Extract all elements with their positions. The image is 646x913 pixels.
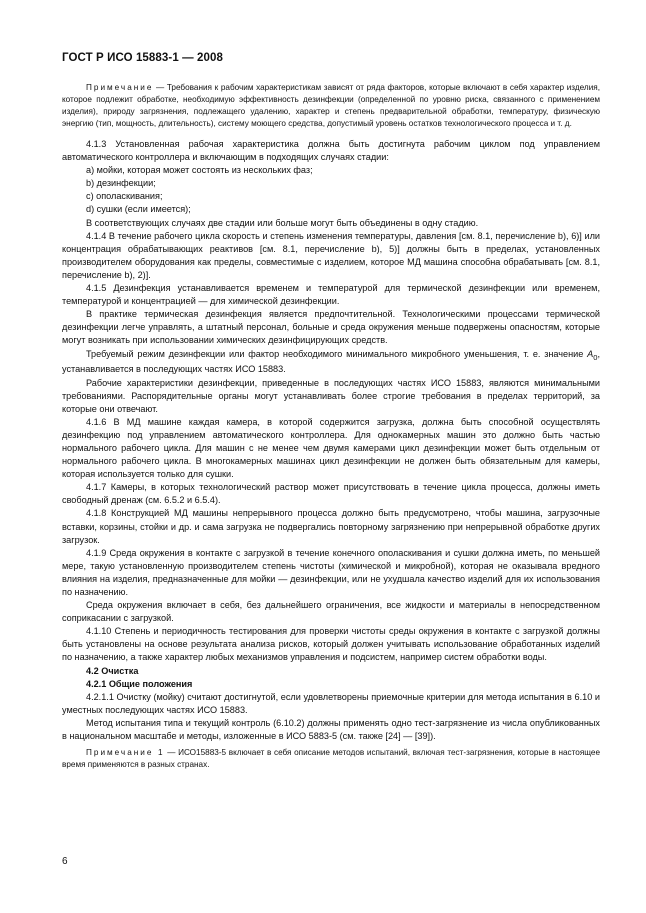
- paragraph-4-1-5: 4.1.5 Дезинфекция устанавливается временем и температурой для термической дезинфекции или временем, температурой и концентрацией — для химической дезинфекции.: [62, 283, 600, 307]
- note-intro-text: — Требования к рабочим характеристикам зависят от ряда факторов, которые включают в себя характер изделия, которое подлежит обработке, необходимую эффективность дезинфекции (определенной по уровню риска, связанного с применением изделия), природу загрязнения, подлежащего удалению, характер и степень предварительной обработки, температуру, физическую энергию (тип, мощность, длительность), систему моющего средства, допустимый уровень остатков технологического процесса и т. д.: [62, 83, 600, 128]
- paragraph-4-1-7: 4.1.7 Камеры, в которых технологический раствор может присутствовать в течение цикла процесса, должны иметь свободный дренаж (см. 6.5.2 и 6.5.4).: [62, 482, 600, 506]
- paragraph-4-2-1-1: 4.2.1.1 Очистку (мойку) считают достигнутой, если удовлетворены приемочные критерии для метода испытания в 6.10 и уместных последующих частях ИСО 15883.: [62, 691, 600, 715]
- paragraph-4-1-5-c-pre: Требуемый режим дезинфекции или фактор необходимого минимального микробного уменьшения, т. е. значение: [86, 348, 588, 359]
- list-item-a: a) мойки, которая может состоять из нескольких фаз;: [86, 165, 313, 176]
- paragraph-4-1-3: 4.1.3 Установленная рабочая характеристика должна быть достигнута рабочим циклом под управлением автоматического контроллера и включающим в подходящих случаях стадии:: [62, 139, 600, 163]
- paragraph-4-1-3-tail: В соответствующих случаях две стадии или больше могут быть объединены в одну стадию.: [86, 217, 479, 228]
- paragraph-4-1-9-b: Среда окружения включает в себя, без дальнейшего ограничения, все жидкости и материалы в непосредственном соприкасании с загрузкой.: [62, 600, 600, 624]
- paragraph-4-1-5-b: В практике термическая дезинфекция является предпочтительной. Технологическими процессами термической дезинфекции легче управлять, а штатный персонал, больные и среда окружения меньше подвержены опасностям, которые могут возникать при использовании химических дезинфицирующих средств.: [62, 309, 600, 346]
- note-1-text: — ИСО15883-5 включает в себя описание методов испытаний, включая тест-загрязнения, которые в настоящее время применяются в разных странах.: [62, 748, 601, 770]
- heading-4-2: 4.2 Очистка: [86, 665, 139, 676]
- note-1-label: Примечание 1: [86, 748, 165, 758]
- paragraph-4-1-6: 4.1.6 В МД машине каждая камера, в которой содержится загрузка, должна быть способной осуществлять дезинфекцию под управлением автоматического контроллера. Для однокамерных машин это должно быть частью нормального рабочего цикла. Для машин с не менее чем двумя камерами цикл дезинфекции может быть отдельным от нормального рабочего цикла. В многокамерных машинах цикл дезинфекции не должен быть обязательным для камеры, которая используется только для сушки.: [62, 416, 600, 480]
- a0-subscript: 0: [593, 352, 598, 362]
- note-intro-label: Примечание: [86, 83, 154, 92]
- paragraph-4-1-5-c: [62, 348, 600, 377]
- note-1: [62, 747, 600, 771]
- document-body: [62, 82, 600, 771]
- document-header: ГОСТ Р ИСО 15883-1 — 2008: [62, 52, 224, 64]
- list-item-d: d) сушки (если имеется);: [86, 204, 191, 215]
- list-item-b: b) дезинфекции;: [86, 178, 156, 189]
- paragraph-4-1-4: 4.1.4 В течение рабочего цикла скорость и степень изменения температуры, давления [см. 8.1, перечисление b), 6)] или концентрация обрабатывающих реактивов [см. 8.1, перечисление b), 5)] должны быть в пределах, установленных производителем оборудования как пределы, совместимые с изделием, которое МД машина способна обрабатывать [см. 8.1, перечисление b), 2)].: [62, 230, 600, 280]
- note-intro: [62, 82, 600, 130]
- page-number: 6: [62, 856, 68, 867]
- a0-symbol: A: [587, 348, 594, 359]
- paragraph-4-2-1-1-b: Метод испытания типа и текущий контроль (6.10.2) должны применять одно тест-загрязнение из числа опубликованных в национальном масштабе и методы, изложенные в ИСО 5883-5 (см. также [24] — [39]).: [62, 717, 600, 742]
- paragraph-4-1-5-d: Рабочие характеристики дезинфекции, приведенные в последующих частях ИСО 15883, являются минимальными требованиями. Распорядительные органы могут устанавливать более строгие требования в пределах территорий, за которые они отвечают.: [62, 377, 600, 414]
- paragraph-4-1-8: 4.1.8 Конструкцией МД машины непрерывного процесса должно быть предусмотрено, чтобы машина, загрузочные вставки, корзины, стойки и др. и сама загрузка не подвергались повторному загрязнению при непрерывной обработке других загрузок.: [62, 508, 600, 545]
- list-item-c: c) ополаскивания;: [86, 191, 163, 202]
- paragraph-4-1-5-c-post: , устанавливается в последующих частях ИСО 15883.: [62, 348, 600, 375]
- heading-4-2-1: 4.2.1 Общие положения: [86, 678, 193, 689]
- paragraph-4-1-9: 4.1.9 Среда окружения в контакте с загрузкой в течение конечного ополаскивания и сушки должна иметь, по меньшей мере, такую установленную производителем степень чистоты (химической и микробной), которая не оказывала вредного влияния на изделия, предназначенные для мойки — дезинфекции, или не ухудшала качество изделий для их использования по назначению.: [62, 547, 600, 598]
- paragraph-4-1-10: 4.1.10 Степень и периодичность тестирования для проверки чистоты среды окружения в контакте с загрузкой должны быть установлены на основе результата анализа рисков, который должен учитывать использование обработанных изделий по назначению, а также характер любых механизмов управления и подсистем, например систем обработки воды.: [62, 626, 600, 663]
